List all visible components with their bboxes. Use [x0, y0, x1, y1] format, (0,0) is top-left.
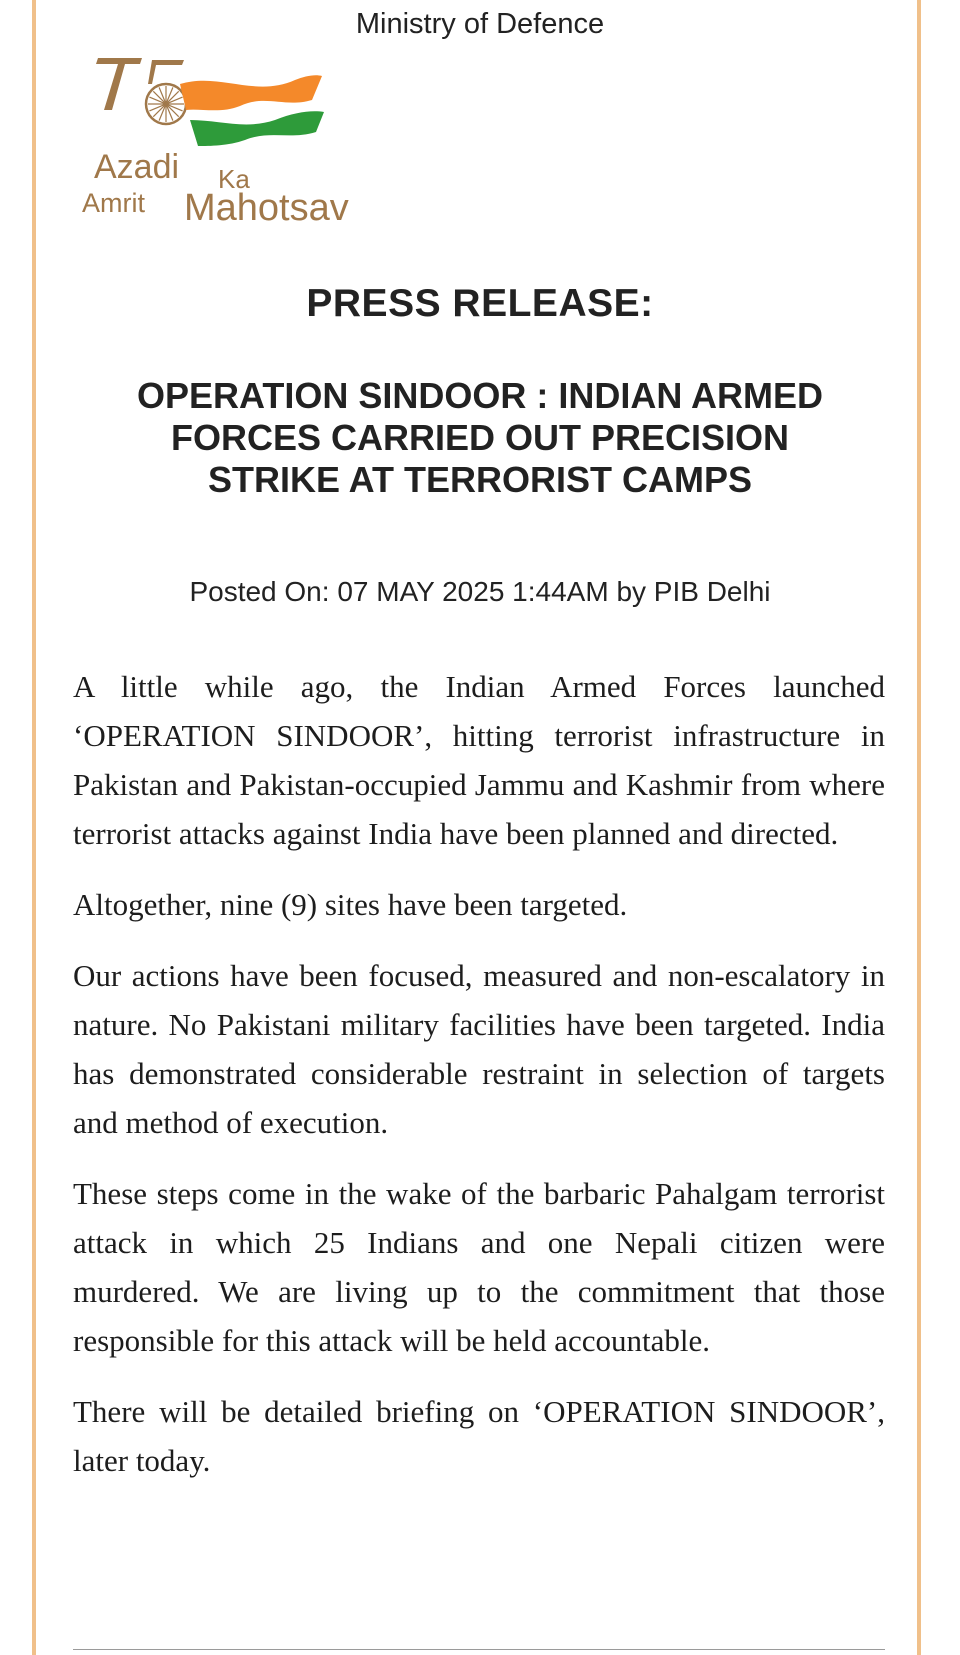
- headline-line-2: FORCES CARRIED OUT PRECISION: [170, 417, 790, 458]
- logo-text-ka: Ka: [218, 164, 250, 194]
- logo-text-amrit: Amrit: [82, 188, 145, 218]
- paragraph-2: Altogether, nine (9) sites have been targeted.: [73, 887, 628, 922]
- headline-line-1: OPERATION SINDOOR : INDIAN ARMED: [136, 375, 823, 416]
- release-body: [73, 662, 885, 1507]
- page-border-left: [32, 0, 36, 1655]
- ministry-name: Ministry of Defence: [355, 8, 605, 40]
- logo-digit-5-top: [148, 60, 184, 84]
- paragraph-5: There will be detailed briefing on ‘OPERATION SINDOOR’, later today.: [73, 1394, 885, 1478]
- ashoka-chakra-icon: [146, 84, 186, 124]
- paragraph-1: A little while ago, the Indian Armed Forces launched ‘OPERATION SINDOOR’, hitting terrorist infrastructure in Pakistan and Pakistan-occupied Jammu and Kashmir from where terrorist attacks against India have been planned and directed.: [73, 669, 885, 851]
- logo-text-mahotsav: Mahotsav: [184, 187, 349, 229]
- logo-digit-7: [96, 58, 142, 110]
- azadi-ka-amrit-mahotsav-logo: [80, 50, 410, 240]
- bottom-divider: [73, 1649, 885, 1650]
- page-border-right: [917, 0, 921, 1655]
- paragraph-4: These steps come in the wake of the barbaric Pahalgam terrorist attack in which 25 Indians and one Nepali citizen were murdered. We are living up to the commitment that those responsible for this attack will be held accountable.: [73, 1176, 885, 1358]
- posted-on-line: Posted On: 07 MAY 2025 1:44AM by PIB Delhi: [189, 576, 771, 607]
- paragraph-3: Our actions have been focused, measured and non-escalatory in nature. No Pakistani military facilities have been targeted. India has demonstrated considerable restraint in selection of targets and method of execution.: [73, 958, 885, 1140]
- logo-text-azadi: Azadi: [94, 148, 180, 186]
- flag-saffron-band: [180, 75, 322, 110]
- release-headline: [60, 375, 900, 501]
- flag-green-band: [190, 111, 324, 146]
- press-release-label: PRESS RELEASE:: [306, 282, 654, 325]
- headline-line-3: STRIKE AT TERRORIST CAMPS: [207, 459, 752, 500]
